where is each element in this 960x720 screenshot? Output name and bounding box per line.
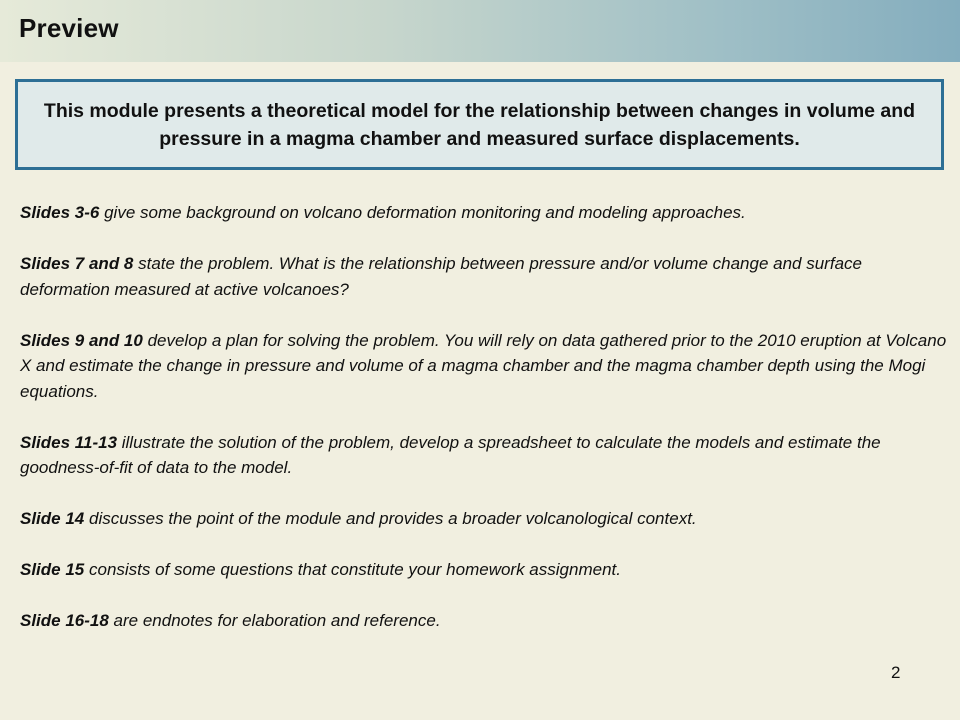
paragraph-lead: Slides 7 and 8 (20, 254, 134, 273)
paragraph-slide-14 (20, 506, 950, 532)
paragraph-slides-3-6 (20, 200, 950, 226)
paragraph-text: give some background on volcano deformation monitoring and modeling approaches. (99, 203, 746, 222)
paragraph-lead: Slides 3-6 (20, 203, 100, 222)
paragraph-text: are endnotes for elaboration and reference. (108, 611, 441, 630)
paragraph-slides-9-10 (20, 328, 950, 405)
paragraph-slide-15 (20, 557, 950, 583)
paragraph-slides-11-13 (20, 430, 950, 481)
paragraph-text: illustrate the solution of the problem, develop a spreadsheet to calculate the models and estimate the goodness-of-fit of data to the model. (20, 432, 881, 477)
paragraph-lead: Slide 15 (20, 560, 85, 579)
summary-box (15, 79, 944, 170)
paragraph-slides-7-8 (20, 251, 950, 302)
slide-title: Preview (19, 13, 119, 43)
title-bar (0, 0, 960, 62)
page-number: 2 (891, 663, 901, 682)
paragraph-lead: Slides 11-13 (20, 432, 118, 452)
summary-text: This module presents a theoretical model for the relationship between changes in volume and pressure in a magma chamber and measured surface displacements. (43, 99, 916, 150)
paragraph-text: develop a plan for solving the problem. You will rely on data gathered prior to the 2010 eruption at Volcano X and estimate the change in pressure and volume of a magma chamber and the magma chamber depth using the Mogi equations. (20, 330, 947, 401)
paragraph-text: consists of some questions that constitute your homework assignment. (84, 560, 621, 579)
paragraph-lead: Slide 16-18 (20, 611, 109, 630)
paragraph-lead: Slides 9 and 10 (20, 330, 143, 350)
paragraph-text: discusses the point of the module and provides a broader volcanological context. (84, 509, 697, 528)
body-text (20, 200, 950, 659)
paragraph-lead: Slide 14 (20, 509, 85, 528)
paragraph-text: state the problem. What is the relationship between pressure and/or volume change and surface deformation measured at active volcanoes? (20, 254, 862, 299)
paragraph-slides-16-18 (20, 608, 950, 634)
